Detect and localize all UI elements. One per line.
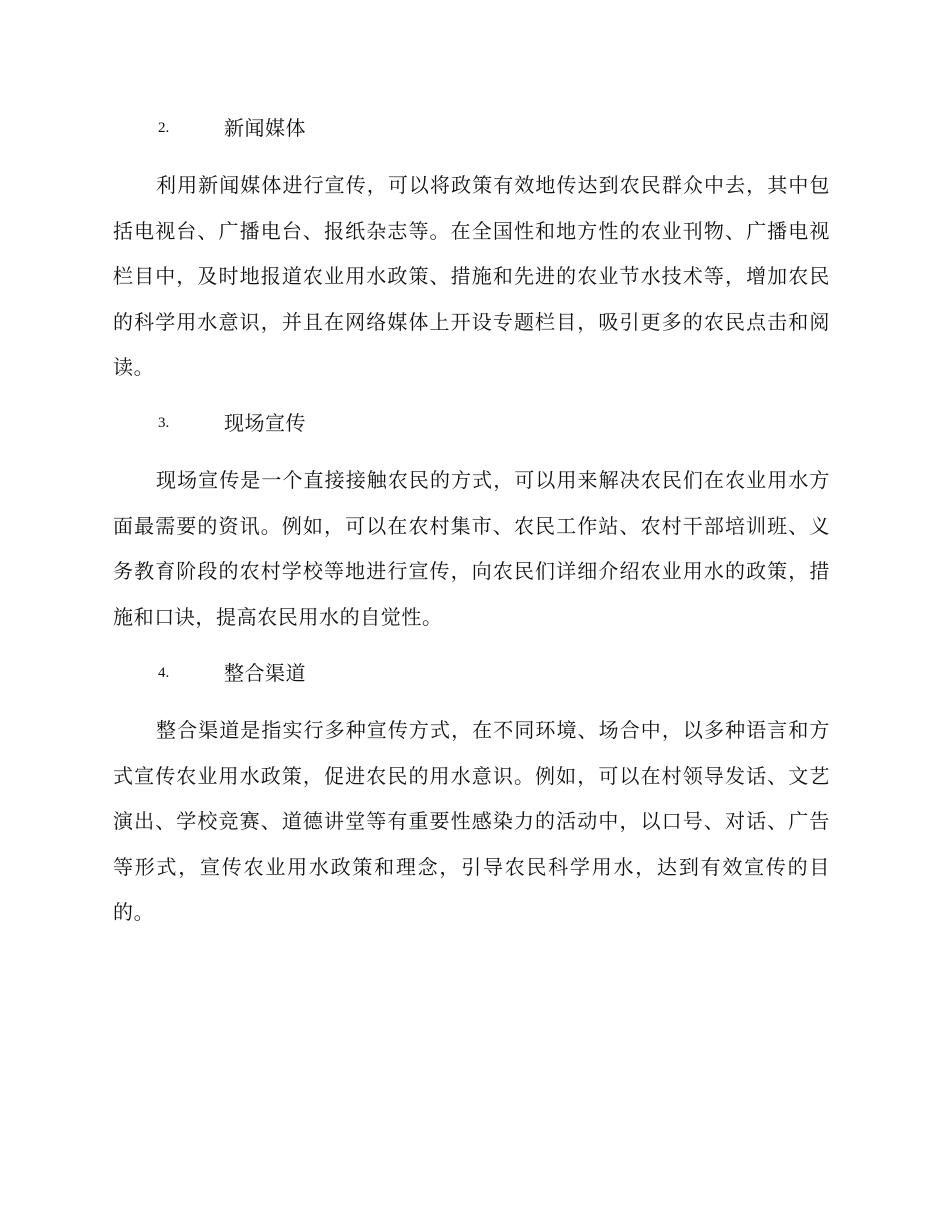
section-paragraph: 利用新闻媒体进行宣传，可以将政策有效地传达到农民群众中去，其中包括电视台、广播电台、报纸杂志等。在全国性和地方性的农业刊物、广播电视栏目中，及时地报道农业用水政策、措施和先进的农业节水技术等，增加农民的科学用水意识，并且在网络媒体上开设专题栏目，吸引更多的农民点击和阅读。 (113, 173, 830, 379)
section-number: 4. (158, 665, 170, 681)
section-number: 3. (158, 415, 170, 431)
section-title: 现场宣传 (224, 411, 306, 435)
section-number: 2. (158, 120, 170, 136)
section-title: 整合渠道 (224, 661, 306, 685)
section-heading (113, 407, 830, 439)
section-paragraph: 整合渠道是指实行多种宣传方式，在不同环境、场合中，以多种语言和方式宣传农业用水政策，促进农民的用水意识。例如，可以在村领导发话、文艺演出、学校竞赛、道德讲堂等有重要性感染力的活动中，以口号、对话、广告等形式，宣传农业用水政策和理念，引导农民科学用水，达到有效宣传的目的。 (113, 718, 830, 924)
section-paragraph: 现场宣传是一个直接接触农民的方式，可以用来解决农民们在农业用水方面最需要的资讯。例如，可以在农村集市、农民工作站、农村干部培训班、义务教育阶段的农村学校等地进行宣传，向农民们详细介绍农业用水的政策，措施和口诀，提高农民用水的自觉性。 (113, 468, 830, 629)
section-title: 新闻媒体 (224, 116, 306, 140)
section-heading (113, 112, 830, 144)
section-heading (113, 657, 830, 689)
